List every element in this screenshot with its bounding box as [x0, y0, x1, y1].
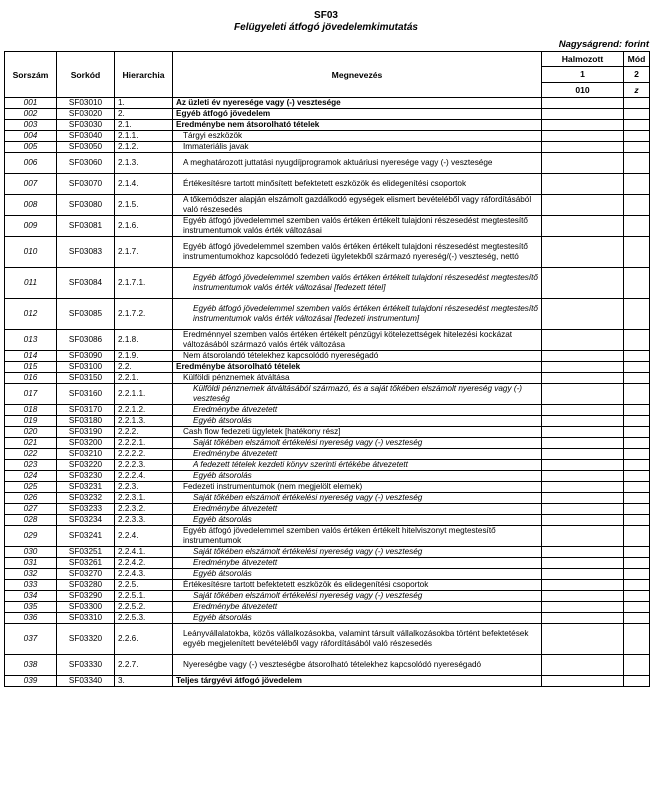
row-code: SF03300 — [57, 602, 115, 613]
value-cell-mod[interactable] — [624, 120, 650, 131]
table-row — [5, 109, 650, 120]
row-description: Fedezeti instrumentumok (nem megjelölt elemek) — [173, 482, 542, 493]
col-number-1: 1 — [542, 67, 624, 82]
row-hierarchy: 2.1.4. — [115, 174, 173, 195]
value-cell-mod[interactable] — [624, 547, 650, 558]
row-code: SF03085 — [57, 299, 115, 330]
row-code: SF03241 — [57, 526, 115, 547]
row-hierarchy: 2.2.3.3. — [115, 515, 173, 526]
row-number: 004 — [5, 131, 57, 142]
value-cell-halmozott[interactable] — [542, 624, 624, 655]
row-description: Saját tőkében elszámolt értékelési nyereség vagy (-) veszteség — [173, 438, 542, 449]
value-cell-mod[interactable] — [624, 373, 650, 384]
row-code: SF03010 — [57, 98, 115, 109]
value-cell-mod[interactable] — [624, 153, 650, 174]
row-hierarchy: 2.2.5.1. — [115, 591, 173, 602]
value-cell-halmozott[interactable] — [542, 471, 624, 482]
row-hierarchy: 2.1.5. — [115, 195, 173, 216]
row-description: A fedezett tételek kezdeti könyv szerinti értékébe átvezetett — [173, 460, 542, 471]
row-description: Eredménybe átvezetett — [173, 405, 542, 416]
table-row — [5, 569, 650, 580]
table-row — [5, 405, 650, 416]
row-hierarchy: 2.1.7.1. — [115, 268, 173, 299]
value-cell-mod[interactable] — [624, 655, 650, 676]
row-code: SF03084 — [57, 268, 115, 299]
row-hierarchy: 2.1.6. — [115, 216, 173, 237]
row-code: SF03233 — [57, 504, 115, 515]
value-cell-mod[interactable] — [624, 237, 650, 268]
value-cell-halmozott[interactable] — [542, 195, 624, 216]
row-hierarchy: 2.2.2.2. — [115, 449, 173, 460]
table-row — [5, 547, 650, 558]
table-row — [5, 624, 650, 655]
table-row — [5, 427, 650, 438]
value-cell-halmozott[interactable] — [542, 120, 624, 131]
row-description: Saját tőkében elszámolt értékelési nyereség vagy (-) veszteség — [173, 493, 542, 504]
value-cell-mod[interactable] — [624, 493, 650, 504]
row-description: Saját tőkében elszámolt értékelési nyereség vagy (-) veszteség — [173, 591, 542, 602]
value-cell-mod[interactable] — [624, 174, 650, 195]
table-row — [5, 602, 650, 613]
value-cell-halmozott[interactable] — [542, 493, 624, 504]
value-cell-mod[interactable] — [624, 460, 650, 471]
row-description: A meghatározott juttatási nyugdíjprogramok aktuáriusi nyeresége vagy (-) vesztesége — [173, 153, 542, 174]
col-code-halmozott: 010 — [542, 82, 624, 97]
value-cell-halmozott[interactable] — [542, 216, 624, 237]
row-hierarchy: 2.1.1. — [115, 131, 173, 142]
row-description: Egyéb átsorolás — [173, 416, 542, 427]
row-description: Külföldi pénznemek átváltásából származó, és a saját tőkében elszámolt nyereség vagy (-) veszteség — [173, 384, 542, 405]
value-cell-halmozott[interactable] — [542, 330, 624, 351]
row-description: Eredménybe átvezetett — [173, 602, 542, 613]
row-number: 007 — [5, 174, 57, 195]
row-number: 036 — [5, 613, 57, 624]
value-cell-halmozott[interactable] — [542, 558, 624, 569]
table-row — [5, 438, 650, 449]
value-cell-halmozott[interactable] — [542, 268, 624, 299]
value-cell-halmozott[interactable] — [542, 504, 624, 515]
row-description: Egyéb átfogó jövedelemmel szemben valós értéken értékelt tulajdoni részesedést megtestesítő instrumentumokhoz kapcsolódó fedezeti ügyletekből származó nyereség/(-) veszteség, nettó — [173, 237, 542, 268]
table-row — [5, 131, 650, 142]
row-code: SF03020 — [57, 109, 115, 120]
row-code: SF03090 — [57, 351, 115, 362]
row-hierarchy: 2.2.7. — [115, 655, 173, 676]
row-number: 015 — [5, 362, 57, 373]
value-cell-halmozott[interactable] — [542, 373, 624, 384]
value-cell-halmozott[interactable] — [542, 237, 624, 268]
value-cell-mod[interactable] — [624, 299, 650, 330]
row-number: 010 — [5, 237, 57, 268]
row-description: Egyéb átfogó jövedelem — [173, 109, 542, 120]
table-row — [5, 493, 650, 504]
row-number: 022 — [5, 449, 57, 460]
row-hierarchy: 2.1.3. — [115, 153, 173, 174]
value-cell-mod[interactable] — [624, 109, 650, 120]
value-cell-mod[interactable] — [624, 676, 650, 687]
row-hierarchy: 2.2.4.2. — [115, 558, 173, 569]
table-row — [5, 613, 650, 624]
table-row — [5, 174, 650, 195]
row-code: SF03232 — [57, 493, 115, 504]
row-code: SF03230 — [57, 471, 115, 482]
table-row — [5, 460, 650, 471]
row-hierarchy: 2.2.1.1. — [115, 384, 173, 405]
row-number: 021 — [5, 438, 57, 449]
row-description: Értékesítésre tartott befektetett eszközök és elidegenítési csoportok — [173, 580, 542, 591]
row-hierarchy: 2.1. — [115, 120, 173, 131]
value-cell-halmozott[interactable] — [542, 142, 624, 153]
value-cell-halmozott[interactable] — [542, 676, 624, 687]
table-row — [5, 237, 650, 268]
row-description: Nem átsorolandó tételekhez kapcsolódó nyereségadó — [173, 351, 542, 362]
row-number: 033 — [5, 580, 57, 591]
table-row — [5, 504, 650, 515]
value-cell-halmozott[interactable] — [542, 655, 624, 676]
row-number: 008 — [5, 195, 57, 216]
row-description: Saját tőkében elszámolt értékelési nyereség vagy (-) veszteség — [173, 547, 542, 558]
value-cell-mod[interactable] — [624, 482, 650, 493]
row-description: Egyéb átsorolás — [173, 471, 542, 482]
table-row — [5, 676, 650, 687]
row-number: 017 — [5, 384, 57, 405]
row-hierarchy: 2.1.8. — [115, 330, 173, 351]
row-number: 026 — [5, 493, 57, 504]
row-number: 024 — [5, 471, 57, 482]
value-cell-mod[interactable] — [624, 131, 650, 142]
value-cell-halmozott[interactable] — [542, 613, 624, 624]
row-code: SF03231 — [57, 482, 115, 493]
row-number: 039 — [5, 676, 57, 687]
value-cell-halmozott[interactable] — [542, 384, 624, 405]
row-description: Egyéb átsorolás — [173, 569, 542, 580]
col-number-2: 2 — [624, 67, 650, 82]
value-cell-halmozott[interactable] — [542, 591, 624, 602]
row-code: SF03030 — [57, 120, 115, 131]
row-hierarchy: 2.2.1.2. — [115, 405, 173, 416]
row-description: Eredménybe nem átsorolható tételek — [173, 120, 542, 131]
row-description: Eredménybe átvezetett — [173, 449, 542, 460]
row-number: 023 — [5, 460, 57, 471]
value-cell-halmozott[interactable] — [542, 109, 624, 120]
row-code: SF03234 — [57, 515, 115, 526]
row-code: SF03251 — [57, 547, 115, 558]
row-hierarchy: 2.2.2.1. — [115, 438, 173, 449]
value-cell-mod[interactable] — [624, 580, 650, 591]
row-hierarchy: 2.2.4.3. — [115, 569, 173, 580]
table-row — [5, 351, 650, 362]
value-cell-halmozott[interactable] — [542, 569, 624, 580]
row-hierarchy: 2.1.7. — [115, 237, 173, 268]
row-code: SF03100 — [57, 362, 115, 373]
row-hierarchy: 2.2.5.2. — [115, 602, 173, 613]
row-code: SF03080 — [57, 195, 115, 216]
row-number: 025 — [5, 482, 57, 493]
table-row — [5, 216, 650, 237]
row-code: SF03160 — [57, 384, 115, 405]
row-description: Eredménybe átvezetett — [173, 504, 542, 515]
value-cell-mod[interactable] — [624, 268, 650, 299]
table-row — [5, 515, 650, 526]
row-number: 028 — [5, 515, 57, 526]
table-row — [5, 449, 650, 460]
value-cell-halmozott[interactable] — [542, 547, 624, 558]
value-cell-mod[interactable] — [624, 449, 650, 460]
col-code-mod: z — [624, 82, 650, 97]
row-code: SF03190 — [57, 427, 115, 438]
value-cell-mod[interactable] — [624, 602, 650, 613]
value-cell-mod[interactable] — [624, 515, 650, 526]
row-code: SF03280 — [57, 580, 115, 591]
row-description: Teljes tárgyévi átfogó jövedelem — [173, 676, 542, 687]
row-hierarchy: 2.2.4.1. — [115, 547, 173, 558]
value-cell-halmozott[interactable] — [542, 526, 624, 547]
table-row — [5, 416, 650, 427]
row-hierarchy: 2.2.3.1. — [115, 493, 173, 504]
table-row — [5, 362, 650, 373]
row-number: 035 — [5, 602, 57, 613]
value-cell-halmozott[interactable] — [542, 580, 624, 591]
row-code: SF03086 — [57, 330, 115, 351]
row-code: SF03310 — [57, 613, 115, 624]
row-code: SF03220 — [57, 460, 115, 471]
row-number: 018 — [5, 405, 57, 416]
table-header — [5, 52, 650, 98]
row-number: 034 — [5, 591, 57, 602]
row-code: SF03210 — [57, 449, 115, 460]
col-header-sorszam: Sorszám — [5, 52, 57, 98]
row-description: Eredménnyel szemben valós értéken értékelt pénzügyi kötelezettségek hitelezési kockázat változásából származó valós érték változása — [173, 330, 542, 351]
row-number: 009 — [5, 216, 57, 237]
value-cell-halmozott[interactable] — [542, 131, 624, 142]
row-number: 013 — [5, 330, 57, 351]
row-hierarchy: 2.2.5.3. — [115, 613, 173, 624]
value-cell-halmozott[interactable] — [542, 449, 624, 460]
col-header-mod: Mód — [624, 52, 650, 67]
value-cell-halmozott[interactable] — [542, 438, 624, 449]
table-row — [5, 330, 650, 351]
table-row — [5, 120, 650, 131]
row-number: 038 — [5, 655, 57, 676]
value-cell-mod[interactable] — [624, 362, 650, 373]
row-number: 032 — [5, 569, 57, 580]
table-row — [5, 591, 650, 602]
value-cell-mod[interactable] — [624, 142, 650, 153]
row-code: SF03050 — [57, 142, 115, 153]
row-code: SF03180 — [57, 416, 115, 427]
value-cell-mod[interactable] — [624, 351, 650, 362]
table-body — [5, 98, 650, 687]
value-cell-halmozott[interactable] — [542, 482, 624, 493]
row-number: 002 — [5, 109, 57, 120]
row-description: Egyéb átsorolás — [173, 613, 542, 624]
row-hierarchy: 2.1.7.2. — [115, 299, 173, 330]
row-description: Értékesítésre tartott minősített befektetett eszközök és elidegenítési csoportok — [173, 174, 542, 195]
row-number: 030 — [5, 547, 57, 558]
value-cell-mod[interactable] — [624, 216, 650, 237]
value-cell-mod[interactable] — [624, 613, 650, 624]
value-cell-halmozott[interactable] — [542, 405, 624, 416]
value-cell-halmozott[interactable] — [542, 98, 624, 109]
row-description: Immateriális javak — [173, 142, 542, 153]
report-table — [4, 51, 650, 687]
row-code: SF03340 — [57, 676, 115, 687]
table-row — [5, 526, 650, 547]
row-code: SF03261 — [57, 558, 115, 569]
value-cell-halmozott[interactable] — [542, 351, 624, 362]
row-code: SF03070 — [57, 174, 115, 195]
row-hierarchy: 2.2.1. — [115, 373, 173, 384]
value-cell-mod[interactable] — [624, 569, 650, 580]
value-cell-mod[interactable] — [624, 624, 650, 655]
value-cell-mod[interactable] — [624, 98, 650, 109]
value-cell-mod[interactable] — [624, 438, 650, 449]
row-code: SF03150 — [57, 373, 115, 384]
table-row — [5, 195, 650, 216]
row-hierarchy: 3. — [115, 676, 173, 687]
row-description: Eredménybe átvezetett — [173, 558, 542, 569]
table-row — [5, 268, 650, 299]
unit-label: Nagyságrend: forint — [558, 39, 649, 50]
row-code: SF03320 — [57, 624, 115, 655]
row-hierarchy: 2.2.5. — [115, 580, 173, 591]
row-code: SF03200 — [57, 438, 115, 449]
table-row — [5, 471, 650, 482]
row-number: 003 — [5, 120, 57, 131]
row-description: Egyéb átfogó jövedelemmel szemben valós értéken értékelt hitelviszonyt megtestesítő instrumentumok — [173, 526, 542, 547]
row-hierarchy: 2.2.6. — [115, 624, 173, 655]
value-cell-halmozott[interactable] — [542, 515, 624, 526]
table-row — [5, 153, 650, 174]
value-cell-mod[interactable] — [624, 558, 650, 569]
row-hierarchy: 2.2.2.3. — [115, 460, 173, 471]
row-description: Cash flow fedezeti ügyletek [hatékony rész] — [173, 427, 542, 438]
col-header-hierarchia: Hierarchia — [115, 52, 173, 98]
value-cell-halmozott[interactable] — [542, 427, 624, 438]
row-number: 014 — [5, 351, 57, 362]
row-description: Nyereségbe vagy (-) veszteségbe átsorolható tételekhez kapcsolódó nyereségadó — [173, 655, 542, 676]
row-hierarchy: 2.2.1.3. — [115, 416, 173, 427]
table-row — [5, 98, 650, 109]
form-code: SF03 — [314, 10, 338, 21]
row-description: A tőkemódszer alapján elszámolt gazdálkodó egységek elismert bevételéből vagy ráfordításából való részesedés — [173, 195, 542, 216]
row-code: SF03081 — [57, 216, 115, 237]
row-description: Egyéb átfogó jövedelemmel szemben valós értéken értékelt tulajdoni részesedést megtestesítő instrumentumok valós érték változásai [fedezeti instrumentum] — [173, 299, 542, 330]
row-number: 001 — [5, 98, 57, 109]
row-description: Tárgyi eszközök — [173, 131, 542, 142]
table-row — [5, 373, 650, 384]
row-number: 027 — [5, 504, 57, 515]
value-cell-mod[interactable] — [624, 471, 650, 482]
row-code: SF03270 — [57, 569, 115, 580]
form-title: Felügyeleti átfogó jövedelemkimutatás — [234, 22, 418, 33]
row-description: Egyéb átsorolás — [173, 515, 542, 526]
value-cell-mod[interactable] — [624, 591, 650, 602]
value-cell-halmozott[interactable] — [542, 362, 624, 373]
col-header-megnevezes: Megnevezés — [173, 52, 542, 98]
row-hierarchy: 2.1.2. — [115, 142, 173, 153]
row-code: SF03170 — [57, 405, 115, 416]
row-code: SF03060 — [57, 153, 115, 174]
value-cell-halmozott[interactable] — [542, 416, 624, 427]
row-hierarchy: 1. — [115, 98, 173, 109]
row-number: 031 — [5, 558, 57, 569]
value-cell-halmozott[interactable] — [542, 299, 624, 330]
table-row — [5, 655, 650, 676]
row-hierarchy: 2.2.2.4. — [115, 471, 173, 482]
value-cell-halmozott[interactable] — [542, 153, 624, 174]
value-cell-mod[interactable] — [624, 330, 650, 351]
value-cell-mod[interactable] — [624, 504, 650, 515]
row-description: Leányvállalatokba, közös vállalkozásokba, valamint társult vállalkozásokba történt befektetések egyéb megjelenített bevételéből vagy ráfordításából való részesedés — [173, 624, 542, 655]
value-cell-mod[interactable] — [624, 384, 650, 405]
row-number: 037 — [5, 624, 57, 655]
table-row — [5, 384, 650, 405]
table-row — [5, 299, 650, 330]
value-cell-mod[interactable] — [624, 195, 650, 216]
row-hierarchy: 2.2.2. — [115, 427, 173, 438]
row-hierarchy: 2.2.3.2. — [115, 504, 173, 515]
table-row — [5, 558, 650, 569]
table-row — [5, 142, 650, 153]
table-row — [5, 580, 650, 591]
col-header-halmozott: Halmozott — [542, 52, 624, 67]
table-row — [5, 482, 650, 493]
value-cell-mod[interactable] — [624, 526, 650, 547]
value-cell-halmozott[interactable] — [542, 602, 624, 613]
value-cell-mod[interactable] — [624, 416, 650, 427]
row-description: Egyéb átfogó jövedelemmel szemben valós értéken értékelt tulajdoni részesedést megtestesítő instrumentumok valós érték változásai — [173, 216, 542, 237]
row-hierarchy: 2.2.4. — [115, 526, 173, 547]
row-hierarchy: 2. — [115, 109, 173, 120]
row-code: SF03330 — [57, 655, 115, 676]
row-hierarchy: 2.2.3. — [115, 482, 173, 493]
row-description: Az üzleti év nyeresége vagy (-) vesztesége — [173, 98, 542, 109]
row-description: Külföldi pénznemek átváltása — [173, 373, 542, 384]
row-number: 019 — [5, 416, 57, 427]
row-code: SF03290 — [57, 591, 115, 602]
row-number: 020 — [5, 427, 57, 438]
value-cell-halmozott[interactable] — [542, 460, 624, 471]
row-hierarchy: 2.1.9. — [115, 351, 173, 362]
row-number: 029 — [5, 526, 57, 547]
value-cell-mod[interactable] — [624, 427, 650, 438]
value-cell-mod[interactable] — [624, 405, 650, 416]
row-number: 006 — [5, 153, 57, 174]
col-header-sorkod: Sorkód — [57, 52, 115, 98]
row-number: 016 — [5, 373, 57, 384]
row-number: 005 — [5, 142, 57, 153]
row-description: Egyéb átfogó jövedelemmel szemben valós értéken értékelt tulajdoni részesedést megtestesítő instrumentumok valós érték változásai [fedezett tétel] — [173, 268, 542, 299]
row-code: SF03083 — [57, 237, 115, 268]
row-description: Eredménybe átsorolható tételek — [173, 362, 542, 373]
row-code: SF03040 — [57, 131, 115, 142]
row-hierarchy: 2.2. — [115, 362, 173, 373]
row-number: 011 — [5, 268, 57, 299]
value-cell-halmozott[interactable] — [542, 174, 624, 195]
row-number: 012 — [5, 299, 57, 330]
